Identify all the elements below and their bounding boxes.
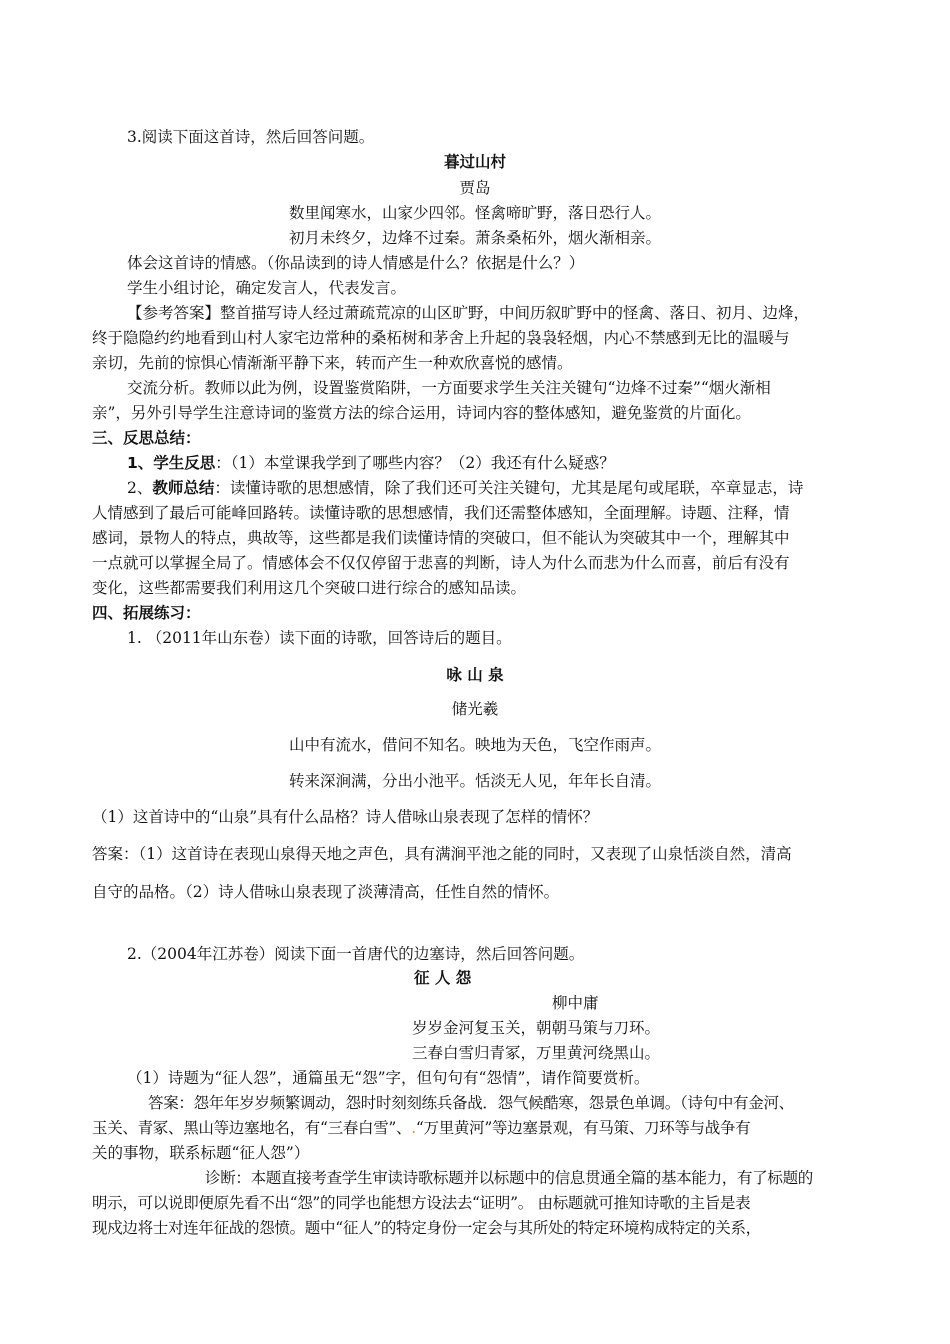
reference-answer-label: 【参考答案】 — [127, 304, 221, 322]
diagnosis-text: 诊断：本题直接考查学生审读诗歌标题并以标题中的信息贯通全篇的基本能力，有了标题的 — [205, 1169, 814, 1187]
answer-text: 答案：怨年年岁岁频繁调动，怨时时刻刻练兵备战．怨气候酷寒，怨景色单调。（诗句中有金河、 — [148, 1094, 794, 1112]
stray-dot-mark: . — [411, 1119, 416, 1137]
question-text: 体会这首诗的情感。（你品读到的诗人情感是什么？依据是什么？） — [127, 254, 585, 272]
answer-text: 自守的品格。（2）诗人借咏山泉表现了淡薄清高，任性自然的情怀。 — [92, 883, 560, 901]
paragraph-line: 变化，这些都需要我们利用这几个突破口进行综合的感知品读。 — [92, 579, 527, 597]
answer-text: 关的事物，联系标题“征人怨”） — [92, 1144, 310, 1162]
reference-answer-line — [127, 302, 809, 324]
answer-text: “万里黄河”等边塞景观，有马策、刀环等与战争有 — [415, 1119, 751, 1137]
answer-text: 玉关、青冢、黑山等边塞地名，有“三春白雪”、 — [92, 1119, 412, 1137]
poem-line: 数里闻寒水，山家少四邻。怪禽啼旷野，落日恐行人。 — [288, 204, 661, 222]
poem-title: 征 人 怨 — [414, 969, 472, 987]
student-reflection-line — [127, 452, 615, 474]
exercise-2-intro: 2.（2004年江苏卷）阅读下面一首唐代的边塞诗，然后回答问题。 — [127, 945, 585, 963]
student-reflection-label: 1、学生反思 — [127, 454, 216, 472]
question-text: （1）这首诗中的“山泉”具有什么品格？诗人借咏山泉表现了怎样的情怀？ — [92, 808, 599, 826]
poem-author: 储光羲 — [451, 700, 499, 718]
discussion-text: 学生小组讨论，确定发言人，代表发言。 — [127, 279, 407, 297]
paragraph-line: 交流分析。教师以此为例，设置鉴赏陷阱，一方面要求学生关注关键句“边烽不过秦”“烟火渐相 — [127, 379, 771, 397]
poem-line: 山中有流水，借问不知名。映地为天色，飞空作雨声。 — [288, 736, 661, 754]
paragraph-line: 终于隐隐约约地看到山村人家宅边常种的桑柘树和茅舍上升起的袅袅轻烟，内心不禁感到无比的温暖与 — [92, 329, 790, 347]
answer-text-line — [92, 1117, 750, 1139]
poem-author: 贾岛 — [459, 179, 491, 197]
exercise-1-intro: 1. （2011年山东卷）读下面的诗歌，回答诗后的题目。 — [127, 629, 512, 647]
paragraph-line: 亲”，另外引导学生注意诗词的鉴赏方法的综合运用，诗词内容的整体感知，避免鉴赏的片面化。 — [92, 404, 751, 422]
question-text: （1）诗题为“征人怨”，通篇虽无“怨”字，但句句有“怨情”，请作简要赏析。 — [127, 1069, 650, 1087]
question-3-intro: 3.阅读下面这首诗，然后回答问题。 — [127, 128, 375, 146]
poem-line: 岁岁金河复玉关，朝朝马策与刀环。 — [412, 1019, 661, 1037]
paragraph-line: 一点就可以掌握全局了。情感体会不仅仅停留于悲喜的判断，诗人为什么而悲为什么而喜，前后有没有 — [92, 554, 790, 572]
poem-line: 转来深涧满，分出小池平。恬淡无人见，年年长自清。 — [288, 772, 661, 790]
teacher-summary-label: 教师总结 — [152, 479, 215, 497]
paragraph-line: 感词，景物人的特点，典故等，这些都是我们读懂诗情的突破口，但不能认为突破其中一个，理解其中 — [92, 529, 790, 547]
paragraph-line: 人情感到了最后可能峰回路转。读懂诗歌的思想感情，我们还需整体感知，全面理解。诗题、注释，情 — [92, 504, 790, 522]
teacher-summary-line — [127, 477, 803, 499]
section-heading: 四、拓展练习： — [92, 604, 201, 622]
section-heading: 三、反思总结： — [92, 429, 201, 447]
reference-answer-text: 整首描写诗人经过萧疏荒凉的山区旷野，中间历叙旷野中的怪禽、落日、初月、边烽， — [220, 304, 810, 322]
paragraph-line: 亲切，先前的惊惧心情渐渐平静下来，转而产生一种欢欣喜悦的感情。 — [92, 354, 573, 372]
answer-text: 答案：（1）这首诗在表现山泉得天地之声色，具有满涧平池之能的同时，又表现了山泉恬淡自然，清高 — [92, 845, 792, 863]
poem-line: 初月未终夕，边烽不过秦。萧条桑柘外，烟火渐相亲。 — [288, 229, 661, 247]
poem-title: 暮过山村 — [443, 153, 506, 171]
poem-line: 三春白雪归青冢，万里黄河绕黑山。 — [412, 1044, 661, 1062]
teacher-summary-prefix: 2、 — [127, 479, 153, 497]
diagnosis-text: 现戍边将士对连年征战的怨愤。题中“征人”的特定身份一定会与其所处的特定环境构成特定的关系， — [92, 1219, 761, 1237]
teacher-summary-text: ：读懂诗歌的思想感情，除了我们还可关注关键句，尤其是尾句或尾联，卒章显志，诗 — [214, 479, 804, 497]
diagnosis-text: 明示，可以说即便原先看不出“怨”的同学也能想方设法去“证明”。 由标题就可推知诗歌的主旨是表 — [92, 1194, 751, 1212]
poem-title: 咏 山 泉 — [446, 666, 504, 684]
student-reflection-text: ：（1）本堂课我学到了哪些内容？（2）我还有什么疑惑？ — [215, 454, 615, 472]
poem-author: 柳中庸 — [552, 994, 599, 1012]
